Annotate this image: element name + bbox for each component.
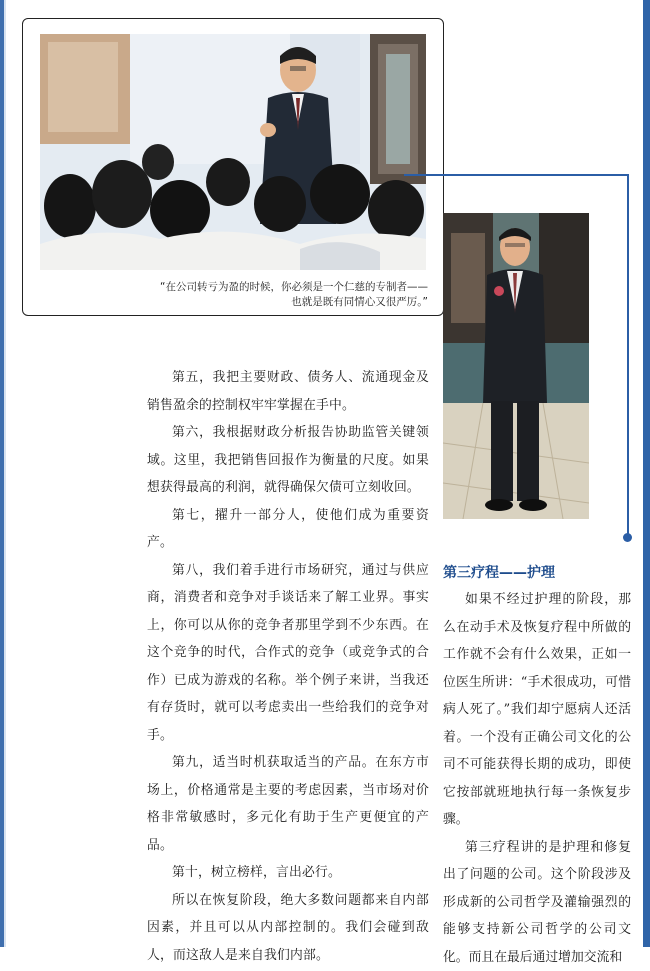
paragraph-6: 第六，我根据财政分析报告协助监管关键领域。这里，我把销售回报作为衡量的尺度。如果想获得最高的利润，就得确保欠债可立刻收回。 — [147, 419, 429, 502]
photo-caption — [108, 280, 428, 310]
connector-line-vertical — [627, 174, 629, 537]
sidebar-paragraph-2: 第三疗程讲的是护理和修复出了问题的公司。这个阶段涉及形成新的公司哲学及灌输强烈的能够支持新公司哲学的公司文化。而且在最后通过增加交流和 — [443, 834, 631, 971]
paragraph-10: 第十，树立榜样，言出必行。 — [147, 859, 429, 887]
paragraph-8: 第八，我们着手进行市场研究，通过与供应商，消费者和竞争对手谈话来了解工业界。事实上，你可以从你的竞争者那里学到不少东西。在这个竞争的时代，合作式的竞争（或竞争式的合作）已成为游戏的名称。举个例子来讲，当我还有存货时，就可以考虑卖出一些给我们的竞争对手。 — [147, 557, 429, 750]
caption-line-1: “在公司转亏为盈的时候，你必须是一个仁慈的专制者—— — [108, 280, 428, 295]
connector-dot — [623, 533, 632, 542]
paragraph-summary: 所以在恢复阶段，绝大多数问题都来自内部因素，并且可以从内部控制的。我们会碰到敌人，而这敌人是来自我们内部。 — [147, 887, 429, 970]
paragraph-7: 第七，擢升一部分人，使他们成为重要资产。 — [147, 502, 429, 557]
caption-line-2: 也就是既有同情心又很严厉。” — [108, 295, 428, 310]
page-edge-highlight — [4, 0, 6, 947]
paragraph-5: 第五，我把主要财政、债务人、流通现金及销售盈余的控制权牢牢掌握在手中。 — [147, 364, 429, 419]
page-right-edge-bar — [643, 0, 650, 947]
main-text-column — [147, 364, 429, 969]
sidebar-paragraph-1: 如果不经过护理的阶段，那么在动手术及恢复疗程中所做的工作就不会有什么效果，正如一位医生所讲：“手术很成功，可惜病人死了。”我们却宁愿病人还活着。一个没有正确公司文化的公司不可能获得长期的成功，即使它按部就班地执行每一条恢复步骤。 — [443, 586, 631, 834]
paragraph-9: 第九，适当时机获取适当的产品。在东方市场上，价格通常是主要的考虑因素，当市场对价格非常敏感时，多元化有助于生产更便宜的产品。 — [147, 749, 429, 859]
connector-line-horizontal — [404, 174, 628, 176]
sidebar-column — [443, 560, 631, 971]
meeting-photo — [40, 34, 426, 270]
portrait-photo — [443, 213, 589, 519]
section-heading: 第三疗程——护理 — [443, 560, 631, 586]
